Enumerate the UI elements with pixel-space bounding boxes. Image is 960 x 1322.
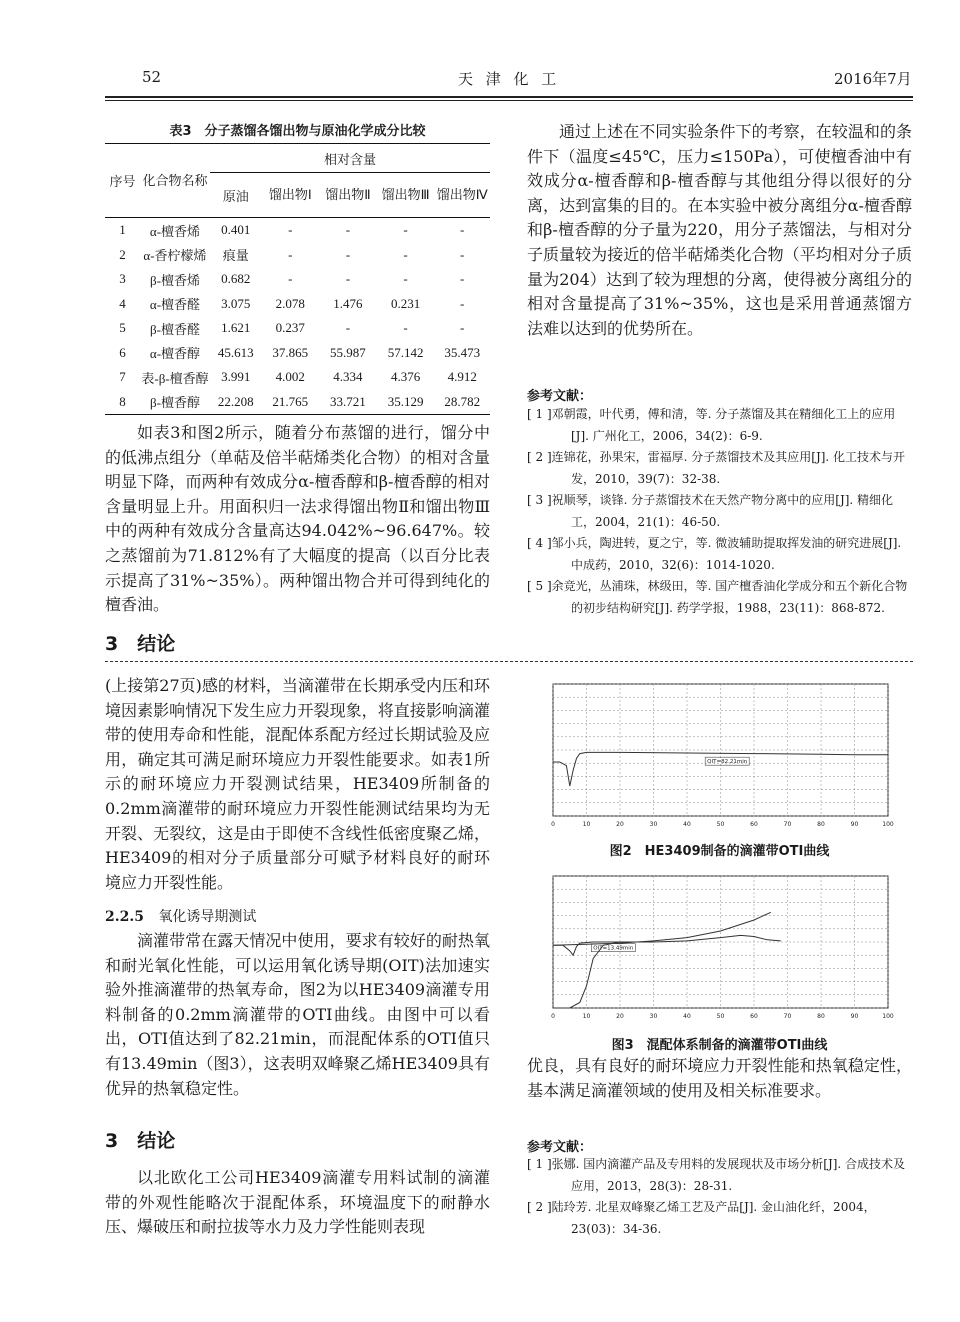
x-tick-label: 30 [649, 1013, 658, 1020]
x-tick-label: 60 [750, 1013, 758, 1020]
table3-sub-header: 馏出物Ⅰ [268, 187, 312, 202]
table-cell: - [403, 246, 408, 262]
table-cell: - [460, 246, 465, 262]
table-cell: 1.476 [333, 295, 363, 311]
table-cell: - [345, 320, 351, 336]
table-cell: 21.765 [272, 393, 309, 409]
x-tick-label: 100 [882, 1013, 894, 1020]
article-separator [105, 661, 913, 662]
table-cell: 1.621 [221, 320, 251, 336]
references-list-1 [527, 404, 912, 619]
table-row [105, 316, 490, 341]
x-tick-label: 0 [551, 821, 555, 828]
fig2-chart [527, 676, 912, 836]
table3 [105, 143, 490, 415]
table-cell: 0.682 [221, 271, 251, 287]
table-cell: 3.991 [221, 369, 251, 385]
table3-sub-header: 馏出物Ⅳ [436, 187, 488, 202]
table-cell: 28.782 [444, 393, 481, 409]
conclusion-paragraph-2: 以北欧化工公司HE3409滴灌专用料试制的滴灌带的外观性能略次于混配体系，环境温度下的耐静水压、爆破压和耐拉拔等水力及力学性能则表现 [105, 1168, 490, 1237]
x-tick-label: 10 [582, 821, 591, 828]
table-cell: 4.912 [447, 369, 477, 385]
references-list-2 [527, 1154, 912, 1240]
table-row [105, 292, 490, 317]
x-tick-label: 30 [649, 821, 658, 828]
row-number: 1 [119, 222, 126, 238]
x-tick-label: 40 [683, 821, 691, 828]
continued-paragraph: (上接第27页)感的材料，当滴灌带在长期承受内压和环境因素影响情况下发生应力开裂现象，将直接影响滴灌带的使用寿命和性能，混配体系配方经过长期试验及应用，确定其可满足耐环境应力开裂性能要求。如表1所示的耐环境应力开裂测试结果，HE3409所制备的0.2mm滴灌带的耐环境应力开裂性能测试结果均为无开裂、无裂纹，这是由于即使不含线性低密度聚乙烯，HE3409的相对分子质量部分可赋予材料良好的耐环境应力开裂性能。 [105, 676, 490, 892]
x-tick-label: 50 [716, 821, 725, 828]
table-cell: 33.721 [330, 393, 366, 409]
table-row [105, 390, 490, 415]
table-cell: - [345, 271, 351, 287]
fig3-chart [527, 868, 912, 1028]
x-tick-label: 70 [783, 1013, 792, 1020]
table-cell: - [288, 246, 293, 262]
table-cell: 2.078 [275, 295, 305, 311]
reference-item: [ 2 ]连锦花，孙果宋，雷福厚. 分子蒸馏技术及其应用[J]. 化工技术与开发，2010，39(7)：32-38. [527, 450, 906, 486]
x-tick-label: 60 [750, 821, 758, 828]
fig2-caption: 图2 HE3409制备的滴灌带OTI曲线 [609, 844, 830, 859]
compound-name: β-檀香醛 [150, 321, 200, 337]
x-tick-label: 100 [882, 821, 894, 828]
conclusion-paragraph-3: 优良，具有良好的耐环境应力开裂性能和热氧稳定性，基本满足滴灌领域的使用及相关标准要求。 [527, 1056, 912, 1100]
oit-annotation: OIT=13.49min [593, 945, 634, 952]
reference-item: [ 3 ]祝顺琴，谈锋. 分子蒸馏技术在天然产物分离中的应用[J]. 精细化工，2004，21(1)：46-50. [527, 493, 894, 529]
subheading-number: 2.2.5 [105, 909, 144, 925]
page-number: 52 [142, 68, 162, 86]
table-cell: - [403, 222, 408, 238]
x-tick-label: 20 [616, 821, 624, 828]
table-cell: - [345, 222, 351, 238]
issue-date: 2016年7月 [834, 70, 912, 88]
table-row [105, 243, 490, 268]
table-cell: - [403, 320, 408, 336]
row-number: 8 [119, 393, 126, 409]
table3-col-no: 序号 [109, 174, 136, 189]
reference-item: [ 4 ]邹小兵，陶进转，夏之宁，等. 微波辅助提取挥发油的研究进展[J]. 中成药，2010，32(6)：1014-1020. [527, 536, 902, 572]
compound-name: α-檀香醛 [149, 297, 201, 313]
references-heading: 参考文献： [527, 389, 593, 404]
reference-item: [ 1 ]张娜. 国内滴灌产品及专用料的发展现状及市场分析[J]. 合成技术及应用，2013，28(3)：28-31. [527, 1157, 906, 1193]
table-cell: - [288, 271, 293, 287]
table-cell: 4.334 [333, 369, 363, 385]
compound-name: α-檀香醇 [149, 346, 201, 362]
x-tick-label: 80 [817, 1013, 825, 1020]
table3-caption: 表3 分子蒸馏各馏出物与原油化学成分比较 [169, 124, 426, 139]
table-cell: - [403, 271, 408, 287]
x-tick-label: 70 [783, 821, 792, 828]
header-rule-thin [105, 100, 913, 101]
x-tick-label: 80 [817, 821, 825, 828]
x-tick-label: 40 [683, 1013, 691, 1020]
reference-item: [ 1 ]邓朝霞，叶代勇，傅和清，等. 分子蒸馏及其在精细化工上的应用[J]. 广州化工，2006，34(2)：6-9. [527, 407, 896, 443]
table3-sub-header: 馏出物Ⅱ [325, 187, 371, 202]
table3-col-group: 相对含量 [210, 144, 490, 173]
table-cell: - [288, 222, 293, 238]
table-cell: 4.376 [390, 369, 421, 385]
x-tick-label: 90 [850, 821, 859, 828]
fig3-caption: 图3 混配体系制备的滴灌带OTI曲线 [611, 1038, 828, 1053]
table3-sub-header: 原油 [222, 188, 249, 204]
table-cell: - [460, 320, 465, 336]
table-cell: 4.002 [275, 369, 305, 385]
table-cell: 37.865 [272, 344, 309, 360]
table-cell: - [345, 246, 351, 262]
x-tick-label: 20 [616, 1013, 624, 1020]
row-number: 2 [119, 246, 126, 262]
table-row [105, 341, 490, 366]
x-tick-label: 10 [582, 1013, 591, 1020]
table-cell: 痕量 [222, 248, 249, 264]
compound-name: 表-β-檀香醇 [141, 370, 209, 386]
x-tick-label: 0 [551, 1013, 555, 1020]
subheading-text: 氧化诱导期测试 [158, 909, 257, 925]
table-cell: - [460, 222, 465, 238]
oit-paragraph: 滴灌带常在露天情况中使用，要求有较好的耐热氧和耐光氧化性能，可以运用氧化诱导期(OIT)法加速实验外推滴灌带的热氧寿命，图2为以HE3409滴灌专用料制备的0.2mm滴灌带的OTI曲线。由图中可以看出，OTI值达到了82.21min，而混配体系的OTI值只有13.49min（图3），这表明双峰聚乙烯HE3409具有优异的热氧稳定性。 [105, 931, 490, 1098]
x-tick-label: 50 [716, 1013, 725, 1020]
table-cell: - [460, 295, 465, 311]
header-rule [105, 96, 913, 98]
table-cell: - [460, 271, 465, 287]
table-row [105, 218, 490, 243]
section-heading-conclusion-2: 3 结论 [105, 1130, 176, 1152]
conclusion-paragraph: 通过上述在不同实验条件下的考察，在较温和的条件下（温度≤45℃，压力≤150Pa），可使檀香油中有效成分α-檀香醇和β-檀香醇与其他组分得以很好的分离，达到富集的目的。在本实验中被分离组分α-檀香醇和β-檀香醇的分子量为220，用分子蒸馏法，与相对分子质量较为接近的倍半萜烯类化合物（平均相对分子质量为204）达到了较为理想的分离，使得被分离组分的相对含量提高了31%~35%，这也是采用普通蒸馏方法难以达到的优势所在。 [527, 122, 912, 338]
row-number: 7 [119, 369, 126, 385]
reference-item: [ 2 ]陆玲芳. 北星双峰聚乙烯工艺及产品[J]. 金山油化纤，2004，23(03)：34-36. [527, 1200, 876, 1236]
table-cell: 0.401 [221, 222, 251, 238]
table-cell: 55.987 [330, 344, 366, 360]
table-row [105, 267, 490, 292]
row-number: 6 [119, 344, 126, 360]
row-number: 3 [119, 271, 126, 287]
table-cell: 57.142 [387, 344, 424, 360]
table-row [105, 365, 490, 390]
oit-annotation: OIT=82.21min [707, 759, 748, 766]
table-cell: 0.237 [275, 320, 305, 336]
table-cell: 3.075 [221, 295, 251, 311]
section-heading-conclusion: 3 结论 [105, 633, 176, 655]
table-cell: 35.129 [387, 393, 424, 409]
compound-name: α-檀香烯 [149, 223, 201, 239]
table-cell: 22.208 [217, 393, 254, 409]
journal-title: 天 津 化 工 [458, 70, 561, 88]
reference-item: [ 5 ]余竞光，丛浦珠，林级田，等. 国产檀香油化学成分和五个新化合物的初步结构研究[J]. 药学学报，1988，23(11)：868-872. [527, 579, 908, 615]
x-tick-label: 90 [850, 1013, 859, 1020]
results-paragraph: 如表3和图2所示，随着分布蒸馏的进行，馏分中的低沸点组分（单萜及倍半萜烯类化合物）的相对含量明显下降，而两种有效成分α-檀香醇和β-檀香醇的相对含量明显上升。用面积归一法求得馏出物Ⅱ和馏出物Ⅲ中的两种有效成分含量高达94.042%~96.647%。较之蒸馏前为71.812%有了大幅度的提高（以百分比表示提高了31%~35%）。两种馏出物合并可得到纯化的檀香油。 [105, 423, 490, 615]
table3-sub-header: 馏出物Ⅲ [381, 187, 430, 202]
table3-col-compound: 化合物名称 [142, 172, 208, 188]
row-number: 5 [119, 320, 126, 336]
row-number: 4 [119, 295, 126, 311]
compound-name: β-檀香烯 [150, 272, 200, 288]
compound-name: β-檀香醇 [150, 395, 200, 411]
table-cell: 35.473 [444, 344, 481, 360]
compound-name: α-香柠檬烯 [143, 248, 207, 264]
table-cell: 45.613 [217, 344, 254, 360]
subheading-oit [105, 906, 256, 926]
table-cell: 0.231 [390, 295, 421, 311]
references-heading-2: 参考文献： [527, 1140, 593, 1155]
